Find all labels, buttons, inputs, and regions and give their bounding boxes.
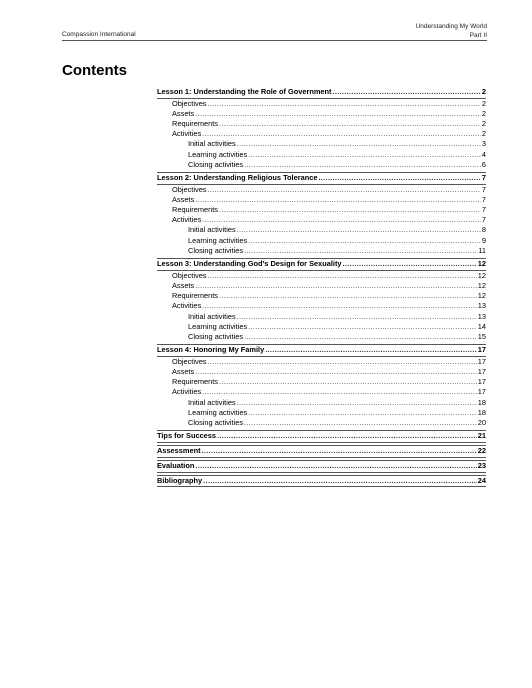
running-header-right <box>416 23 487 40</box>
toc-page-number: 17 <box>477 345 486 355</box>
toc-dot-leader <box>203 476 477 486</box>
toc-dot-leader <box>195 461 476 471</box>
toc-subsection-entry[interactable] <box>157 205 486 215</box>
toc-page-number: 22 <box>477 446 486 456</box>
toc-dot-leader <box>237 225 481 235</box>
toc-page-number: 17 <box>477 387 486 397</box>
toc-page-number: 21 <box>477 431 486 441</box>
toc-entry-title: Objectives <box>172 184 207 194</box>
toc-subsection-entry[interactable] <box>157 129 486 139</box>
toc-entry-title: Learning activities <box>188 321 248 331</box>
toc-page-number: 8 <box>481 225 486 235</box>
toc-dot-leader <box>244 418 477 428</box>
toc-page-number: 4 <box>481 149 486 159</box>
toc-section-entry[interactable] <box>157 258 486 271</box>
toc-dot-leader <box>248 322 477 332</box>
toc-dot-leader <box>202 387 477 397</box>
toc-dot-leader <box>208 99 481 109</box>
running-header-part: Part II <box>469 31 487 39</box>
toc-page-number: 13 <box>477 311 486 321</box>
toc-dot-leader <box>195 281 477 291</box>
toc-page-number: 7 <box>481 173 486 183</box>
toc-entry-title: Initial activities <box>188 311 236 321</box>
toc-page-number: 7 <box>481 215 486 225</box>
toc-section-entry[interactable] <box>157 344 486 357</box>
toc-page-number: 7 <box>481 205 486 215</box>
toc-subsection-entry[interactable] <box>157 185 486 195</box>
toc-dot-leader <box>333 87 481 97</box>
toc-subsection-entry[interactable] <box>157 367 486 377</box>
toc-entry-title: Lesson 4: Honoring My Family <box>157 345 265 355</box>
toc-page-number: 12 <box>477 259 486 269</box>
toc-dot-leader <box>244 332 477 342</box>
toc-section-entry[interactable] <box>157 172 486 185</box>
toc-dot-leader <box>195 367 477 377</box>
toc-entry-title: Evaluation <box>157 460 195 470</box>
toc-page-number: 17 <box>477 377 486 387</box>
toc-entry-title: Assessment <box>157 446 201 456</box>
toc-activity-entry[interactable] <box>157 225 486 235</box>
toc-dot-leader <box>202 215 481 225</box>
toc-section-entry[interactable] <box>157 87 486 99</box>
toc-entry-title: Requirements <box>172 291 219 301</box>
toc-section-entry[interactable] <box>157 475 486 488</box>
toc-entry-title: Activities <box>172 215 202 225</box>
header-divider <box>62 40 487 41</box>
toc-entry-title: Bibliography <box>157 475 203 485</box>
toc-dot-leader <box>202 301 477 311</box>
toc-page-number: 17 <box>477 367 486 377</box>
toc-dot-leader <box>208 357 477 367</box>
toc-dot-leader <box>248 236 481 246</box>
toc-dot-leader <box>195 195 481 205</box>
toc-entry-title: Initial activities <box>188 139 236 149</box>
toc-dot-leader <box>208 185 481 195</box>
toc-subsection-entry[interactable] <box>157 271 486 281</box>
toc-subsection-entry[interactable] <box>157 357 486 367</box>
toc-entry-title: Objectives <box>172 356 207 366</box>
toc-dot-leader <box>219 291 477 301</box>
toc-dot-leader <box>237 139 481 149</box>
toc-page-number: 12 <box>477 270 486 280</box>
toc-activity-entry[interactable] <box>157 322 486 332</box>
toc-subsection-entry[interactable] <box>157 387 486 397</box>
toc-dot-leader <box>202 129 481 139</box>
toc-page-number: 6 <box>481 159 486 169</box>
toc-section-entry[interactable] <box>157 430 486 443</box>
toc-entry-title: Assets <box>172 280 195 290</box>
toc-dot-leader <box>318 173 480 183</box>
toc-page-number: 7 <box>481 184 486 194</box>
toc-page-number: 11 <box>478 245 486 255</box>
toc-entry-title: Closing activities <box>188 245 244 255</box>
toc-dot-leader <box>244 160 481 170</box>
toc-page-number: 18 <box>477 397 486 407</box>
toc-subsection-entry[interactable] <box>157 377 486 387</box>
toc-dot-leader <box>217 431 477 441</box>
toc-subsection-entry[interactable] <box>157 291 486 301</box>
toc-subsection-entry[interactable] <box>157 99 486 109</box>
toc-page-number: 12 <box>477 291 486 301</box>
toc-entry-title: Lesson 3: Understanding God’s Design for Sexuality <box>157 259 342 269</box>
page-title: Contents <box>62 62 127 79</box>
toc-entry-title: Lesson 2: Understanding Religious Tolerance <box>157 173 318 183</box>
running-header-left: Compassion International <box>62 31 136 38</box>
toc-entry-title: Objectives <box>172 98 207 108</box>
toc-entry-title: Learning activities <box>188 407 248 417</box>
toc-activity-entry[interactable] <box>157 312 486 322</box>
toc-entry-title: Tips for Success <box>157 431 217 441</box>
toc-entry-title: Closing activities <box>188 159 244 169</box>
toc-page-number: 17 <box>477 356 486 366</box>
toc-section-entry[interactable] <box>157 460 486 473</box>
toc-subsection-entry[interactable] <box>157 281 486 291</box>
toc-entry-title: Initial activities <box>188 397 236 407</box>
toc-entry-title: Closing activities <box>188 331 244 341</box>
toc-activity-entry[interactable] <box>157 236 486 246</box>
toc-subsection-entry[interactable] <box>157 109 486 119</box>
toc-page-number: 2 <box>481 118 486 128</box>
toc-page-number: 2 <box>481 129 486 139</box>
toc-activity-entry[interactable] <box>157 408 486 418</box>
toc-activity-entry[interactable] <box>157 150 486 160</box>
toc-activity-entry[interactable] <box>157 398 486 408</box>
toc-entry-title: Objectives <box>172 270 207 280</box>
toc-subsection-entry[interactable] <box>157 301 486 311</box>
toc-entry-title: Requirements <box>172 377 219 387</box>
toc-entry-title: Activities <box>172 387 202 397</box>
toc-page-number: 3 <box>481 139 486 149</box>
running-header-title: Understanding My World <box>415 23 487 30</box>
toc-entry-title: Learning activities <box>188 149 248 159</box>
toc-entry-title: Initial activities <box>188 225 236 235</box>
toc-entry-title: Assets <box>172 194 195 204</box>
toc-page-number: 18 <box>477 407 486 417</box>
table-of-contents <box>157 87 486 487</box>
toc-entry-title: Requirements <box>172 205 219 215</box>
toc-entry-title: Lesson 1: Understanding the Role of Government <box>157 87 332 96</box>
toc-activity-entry[interactable] <box>157 160 486 170</box>
toc-entry-title: Activities <box>172 301 202 311</box>
toc-page-number: 15 <box>477 331 486 341</box>
toc-dot-leader <box>237 398 477 408</box>
toc-page-number: 13 <box>477 301 486 311</box>
toc-dot-leader <box>202 446 477 456</box>
toc-dot-leader <box>248 408 477 418</box>
toc-entry-title: Learning activities <box>188 235 248 245</box>
toc-page-number: 2 <box>481 87 486 96</box>
toc-page-number: 14 <box>477 321 486 331</box>
toc-page-number: 7 <box>481 194 486 204</box>
toc-dot-leader <box>208 271 477 281</box>
toc-page-number: 2 <box>481 108 486 118</box>
toc-dot-leader <box>244 246 477 256</box>
toc-dot-leader <box>219 205 481 215</box>
toc-dot-leader <box>219 119 481 129</box>
toc-subsection-entry[interactable] <box>157 119 486 129</box>
toc-dot-leader <box>265 345 477 355</box>
toc-subsection-entry[interactable] <box>157 215 486 225</box>
toc-activity-entry[interactable] <box>157 246 486 256</box>
toc-page-number: 2 <box>481 98 486 108</box>
toc-dot-leader <box>237 312 477 322</box>
toc-section-entry[interactable] <box>157 445 486 458</box>
toc-entry-title: Assets <box>172 108 195 118</box>
toc-page-number: 24 <box>477 475 486 485</box>
toc-page-number: 20 <box>477 418 486 427</box>
toc-dot-leader <box>219 377 477 387</box>
toc-dot-leader <box>343 259 477 269</box>
toc-dot-leader <box>248 150 481 160</box>
toc-page-number: 23 <box>477 460 486 470</box>
toc-dot-leader <box>195 109 481 119</box>
toc-activity-entry[interactable] <box>157 418 486 428</box>
toc-entry-title: Requirements <box>172 118 219 128</box>
toc-entry-title: Closing activities <box>188 418 244 427</box>
toc-entry-title: Activities <box>172 129 202 139</box>
toc-page-number: 9 <box>481 235 486 245</box>
toc-page-number: 12 <box>477 280 486 290</box>
toc-activity-entry[interactable] <box>157 332 486 342</box>
toc-subsection-entry[interactable] <box>157 195 486 205</box>
toc-activity-entry[interactable] <box>157 139 486 149</box>
toc-entry-title: Assets <box>172 367 195 377</box>
